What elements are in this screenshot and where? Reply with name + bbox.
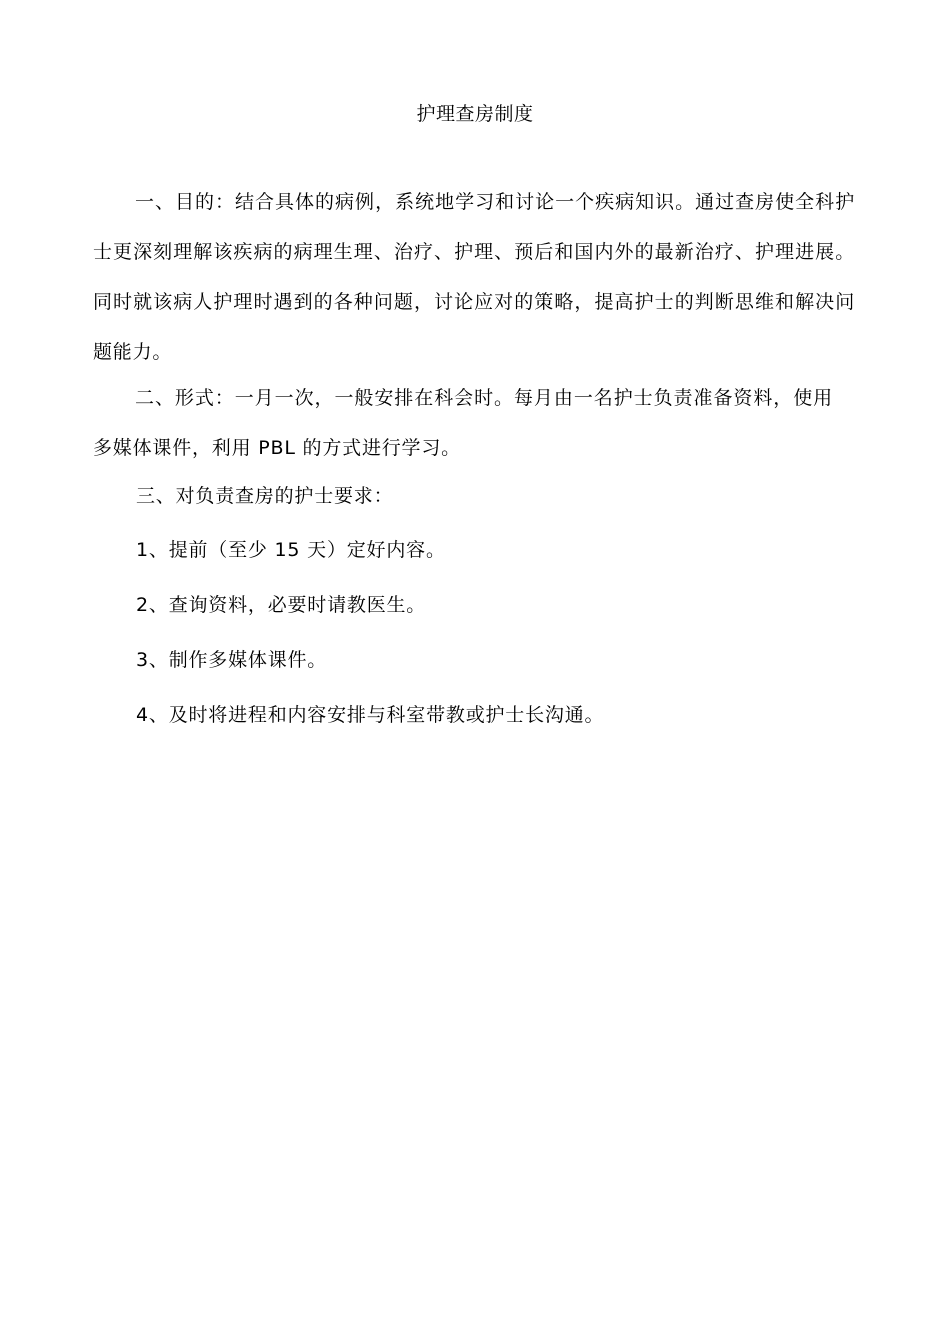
requirement-item-2: 2、查询资料，必要时请教医生。 bbox=[136, 594, 427, 616]
requirements-heading: 三、对负责查房的护士要求： bbox=[136, 485, 394, 507]
purpose-paragraph: 一、目的：结合具体的病例，系统地学习和讨论一个疾病知识。通过查房使全科护士更深刻理解该疾病的病理生理、治疗、护理、预后和国内外的最新治疗、护理进展。同时就该病人护理时遇到的各种问题，讨论应对的策略，提高护士的判断思维和解决问题能力。 bbox=[93, 191, 855, 363]
document-title: 护理查房制度 bbox=[416, 103, 534, 125]
form-paragraph: 二、形式：一月一次，一般安排在科会时。每月由一名护士负责准备资料，使用多媒体课件，利用 PBL 的方式进行学习。 bbox=[93, 387, 833, 459]
requirement-item-1: 1、提前（至少 15 天）定好内容。 bbox=[136, 539, 446, 561]
requirement-item-4: 4、及时将进程和内容安排与科室带教或护士长沟通。 bbox=[136, 704, 605, 726]
requirement-item-3: 3、制作多媒体课件。 bbox=[136, 649, 328, 671]
